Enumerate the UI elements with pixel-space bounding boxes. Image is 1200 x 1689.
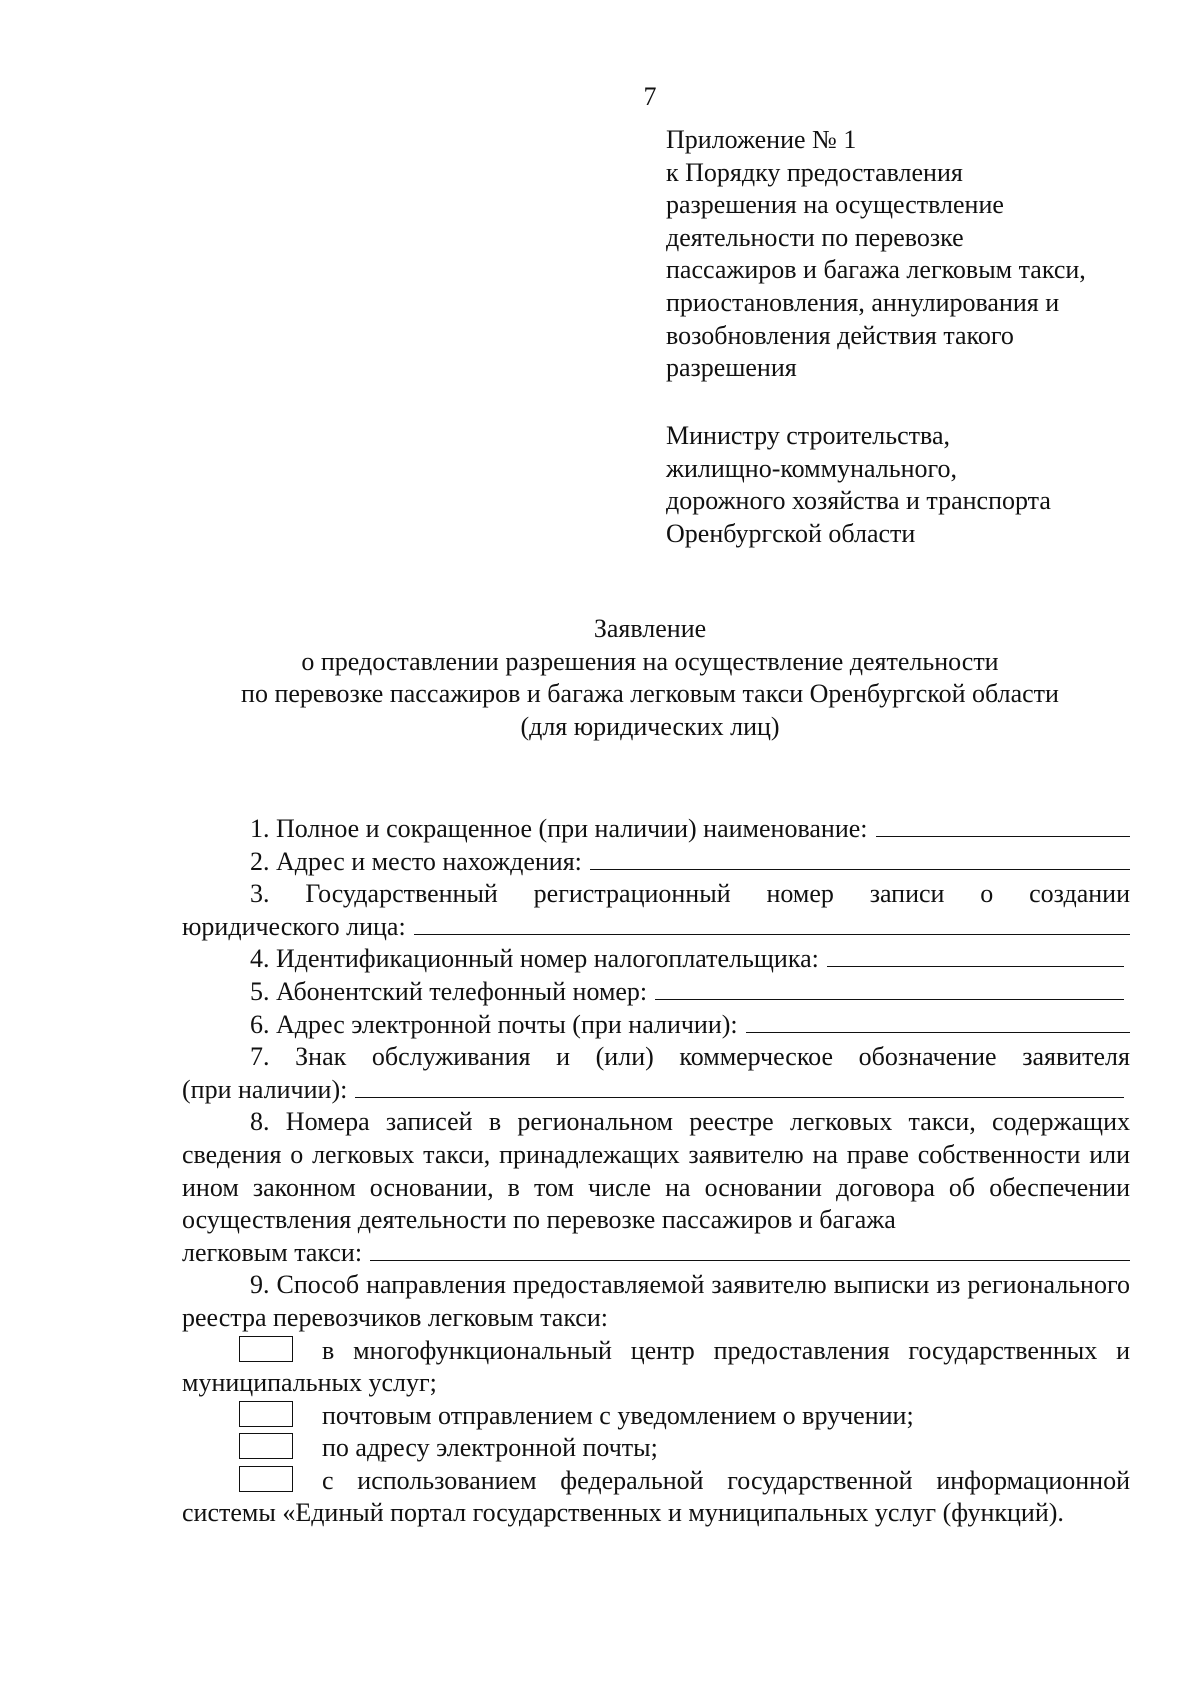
addressee-block xyxy=(666,420,1186,550)
option-label: в многофункциональный центр предоставления государственных и муниципальных услуг; xyxy=(182,1335,1130,1398)
page-number: 7 xyxy=(643,82,657,111)
appendix-line: разрешения на осуществление xyxy=(666,190,1004,220)
field-label: (при наличии): xyxy=(182,1074,348,1104)
gosuslugi-checkbox[interactable] xyxy=(239,1466,293,1492)
field-email xyxy=(182,1009,1130,1042)
field-trademark-label: 7. Знак обслуживания и (или) коммерческое обозначение заявителя xyxy=(250,1042,1130,1072)
appendix-line: деятельности по перевозке xyxy=(666,222,964,252)
addressee-line: Министру строительства, xyxy=(666,421,950,450)
field-reg-number xyxy=(182,911,1130,944)
delivery-option-mfc xyxy=(182,1335,1130,1400)
delivery-option-gosuslugi xyxy=(182,1465,1130,1530)
field-reg-number-label: 3. Государственный регистрационный номер записи о создании xyxy=(250,879,1130,909)
addressee-line: жилищно-коммунального, xyxy=(666,453,958,483)
option-label: почтовым отправлением с уведомлением о вручении; xyxy=(322,1400,914,1430)
field-label: 2. Адрес и место нахождения: xyxy=(250,846,582,876)
option-label: с использованием федеральной государственной информационной системы «Единый портал государственных и муниципальных услуг (функций). xyxy=(182,1465,1130,1528)
title-line: по перевозке пассажиров и багажа легковым такси Оренбургской области xyxy=(241,679,1059,708)
appendix-block xyxy=(666,124,1186,385)
field-label: легковым такси: xyxy=(182,1237,363,1267)
address-input-line[interactable] xyxy=(590,847,1130,870)
full-name-input-line[interactable] xyxy=(876,814,1130,837)
title-line: о предоставлении разрешения на осуществление деятельности xyxy=(301,646,999,676)
addressee-line: дорожного хозяйства и транспорта xyxy=(666,486,1051,516)
appendix-line: приостановления, аннулирования и xyxy=(666,287,1060,317)
appendix-line: разрешения xyxy=(666,353,797,383)
phone-input-line[interactable] xyxy=(655,977,1124,1000)
trademark-input-line[interactable] xyxy=(355,1075,1124,1098)
form-body xyxy=(182,813,1130,1530)
email-checkbox[interactable] xyxy=(239,1433,293,1459)
field-label: 1. Полное и сокращенное (при наличии) наименование: xyxy=(250,814,868,843)
field-label: 4. Идентификационный номер налогоплательщика: xyxy=(250,944,819,974)
reg-number-input-line[interactable] xyxy=(414,912,1130,935)
delivery-options xyxy=(182,1335,1130,1531)
field-inn xyxy=(182,943,1130,976)
field-address xyxy=(182,846,1130,879)
option-label: по адресу электронной почты; xyxy=(322,1433,658,1463)
mfc-checkbox[interactable] xyxy=(239,1336,293,1362)
field-label: юридического лица: xyxy=(182,911,406,941)
title-line: (для юридических лиц) xyxy=(520,711,780,741)
appendix-line: к Порядку предоставления xyxy=(666,157,963,187)
addressee-line: Оренбургской области xyxy=(666,518,916,548)
appendix-line: пассажиров и багажа легковым такси, xyxy=(666,255,1086,285)
email-input-line[interactable] xyxy=(746,1010,1130,1033)
appendix-line: возобновления действия такого xyxy=(666,320,1014,350)
field-full-name xyxy=(182,813,1130,846)
field-label: 5. Абонентский телефонный номер: xyxy=(250,976,648,1006)
registry-records-input-line[interactable] xyxy=(370,1238,1130,1261)
document-title xyxy=(150,613,1150,743)
mail-checkbox[interactable] xyxy=(239,1401,293,1427)
inn-input-line[interactable] xyxy=(827,944,1124,967)
delivery-method-question: 9. Способ направления предоставляемой заявителю выписки из регионального реестра перевозчиков легковым такси: xyxy=(182,1270,1130,1332)
delivery-option-email xyxy=(182,1432,1130,1465)
field-registry-records xyxy=(182,1237,1130,1270)
field-registry-records-label: 8. Номера записей в региональном реестре легковых такси, содержащих сведения о легковых такси, принадлежащих заявителю на праве собственности или ином законном основании, в том числе на основании договора об обеспечении осуществления деятельности по перевозке пассажиров и багажа xyxy=(182,1107,1130,1235)
appendix-line: Приложение № 1 xyxy=(666,125,857,154)
title-line: Заявление xyxy=(593,614,707,643)
field-phone xyxy=(182,976,1130,1009)
field-label: 6. Адрес электронной почты (при наличии): xyxy=(250,1009,738,1039)
field-trademark xyxy=(182,1074,1130,1107)
delivery-option-mail xyxy=(182,1400,1130,1433)
